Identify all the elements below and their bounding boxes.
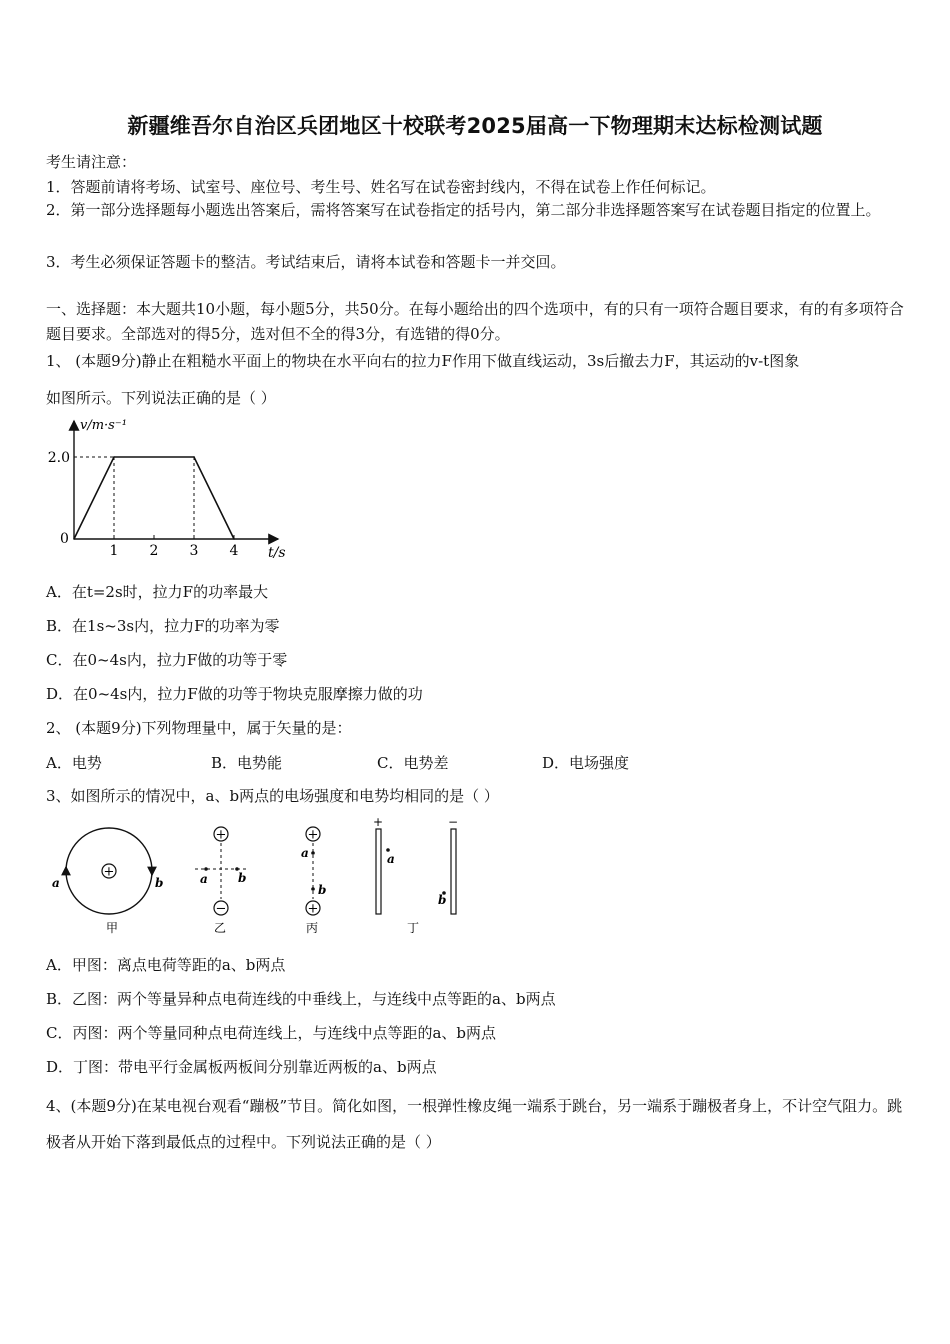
notice-heading: 考生请注意： <box>46 153 137 171</box>
q1-option-b: B．在1s~3s内，拉力F的功率为零 <box>46 617 280 635</box>
figure-label-bing: 丙 <box>306 921 319 935</box>
x-axis-label: t/s <box>268 545 286 561</box>
point-b-label: b <box>438 893 447 907</box>
point-b <box>311 887 315 891</box>
point-a <box>311 851 315 855</box>
x-tick-label: 2 <box>149 543 159 559</box>
q3-stem: 3、如图所示的情况中，a、b两点的电场强度和电势均相同的是（ ） <box>46 787 499 805</box>
q3-option-d: D．丁图：带电平行金属板两板间分别靠近两板的a、b两点 <box>46 1058 437 1076</box>
figure-jia <box>52 828 163 935</box>
origin-label: 0 <box>60 531 69 547</box>
point-b-label: b <box>318 883 327 897</box>
q1-option-c: C．在0~4s内，拉力F做的功等于零 <box>46 651 288 669</box>
positive-plate <box>376 829 381 914</box>
point-a-label: a <box>301 846 309 860</box>
point-a-label: a <box>387 852 395 866</box>
point-a <box>204 867 208 871</box>
q2-option-d: D．电场强度 <box>542 754 630 772</box>
q2-option-c: C．电势差 <box>377 754 449 772</box>
point-a-label: a <box>200 872 208 886</box>
q2-stem: 2、 (本题9分)下列物理量中，属于矢量的是： <box>46 719 352 737</box>
plus-sign: + <box>215 827 227 843</box>
q4-stem: 4、(本题9分)在某电视台观看“蹦极”节目。简化如图，一根弹性橡皮绳一端系于跳台，另一端系于蹦极者身上，不计空气阻力。跳极者从开始下落到最低点的过程中。下列说法正确的是（ ） <box>46 1097 903 1151</box>
figure-label-jia: 甲 <box>106 921 119 935</box>
q1-option-d: D．在0~4s内，拉力F做的功等于物块克服摩擦力做的功 <box>46 685 423 703</box>
x-tick-label: 3 <box>189 543 199 559</box>
q3-option-b: B．乙图：两个等量异种点电荷连线的中垂线上，与连线中点等距的a、b两点 <box>46 990 556 1008</box>
figure-yi <box>195 827 248 935</box>
x-tick-label: 1 <box>109 543 119 559</box>
x-tick-label: 4 <box>229 543 239 559</box>
q3-figures <box>40 815 480 940</box>
negative-plate <box>451 829 456 914</box>
plate-minus-sign: − <box>447 815 459 829</box>
notice-item-1: 1．答题前请将考场、试室号、座位号、考生号、姓名写在试卷密封线内，不得在试卷上作任何标记。 <box>46 178 716 196</box>
figure-bing <box>301 827 326 935</box>
q3-option-a: A．甲图：离点电荷等距的a、b两点 <box>46 956 286 974</box>
q2-option-a: A．电势 <box>46 754 102 772</box>
point-b-label: b <box>155 876 164 890</box>
plus-sign: + <box>307 901 319 917</box>
q3-option-c: C．丙图：两个等量同种点电荷连线上，与连线中点等距的a、b两点 <box>46 1024 497 1042</box>
page-title: 新疆维吾尔自治区兵团地区十校联考2025届高一下物理期末达标检测试题 <box>127 114 823 138</box>
y-axis-label: v/m·s⁻¹ <box>80 418 127 433</box>
q1-stem: 1、 (本题9分)静止在粗糙水平面上的物块在水平向右的拉力F作用下做直线运动，3s后撤去力F，其运动的v-t图象 <box>46 352 800 370</box>
velocity-series-line <box>74 457 234 539</box>
section-heading: 一、选择题：本大题共10小题，每小题5分，共50分。在每小题给出的四个选项中，有的只有一项符合题目要求，有的有多项符合题目要求。全部选对的得5分，选对但不全的得3分，有选错的得0分。 <box>46 300 904 343</box>
point-a-label: a <box>52 876 60 890</box>
q2-option-b: B．电势能 <box>211 754 283 772</box>
data-point <box>233 538 235 540</box>
notice-item-2: 2．第一部分选择题每小题选出答案后，需将答案写在试卷指定的括号内，第二部分非选择题答案写在试卷题目指定的位置上。 <box>46 201 881 219</box>
vt-graph <box>40 415 300 570</box>
point-b-label: b <box>238 871 247 885</box>
minus-sign: − <box>215 901 227 917</box>
data-point <box>73 538 75 540</box>
data-point <box>113 456 115 458</box>
q1-stem-continued: 如图所示。下列说法正确的是（ ） <box>46 389 276 407</box>
y-tick-label: 2.0 <box>47 450 70 466</box>
figure-ding <box>373 815 458 935</box>
notice-item-3: 3．考生必须保证答题卡的整洁。考试结束后，请将本试卷和答题卡一并交回。 <box>46 253 566 271</box>
plus-sign: + <box>103 864 115 880</box>
plus-sign: + <box>307 827 319 843</box>
q1-option-a: A．在t=2s时，拉力F的功率最大 <box>46 583 269 601</box>
data-point <box>193 456 195 458</box>
figure-label-yi: 乙 <box>214 921 227 935</box>
figure-label-ding: 丁 <box>407 921 420 935</box>
plate-plus-sign: + <box>372 815 384 829</box>
